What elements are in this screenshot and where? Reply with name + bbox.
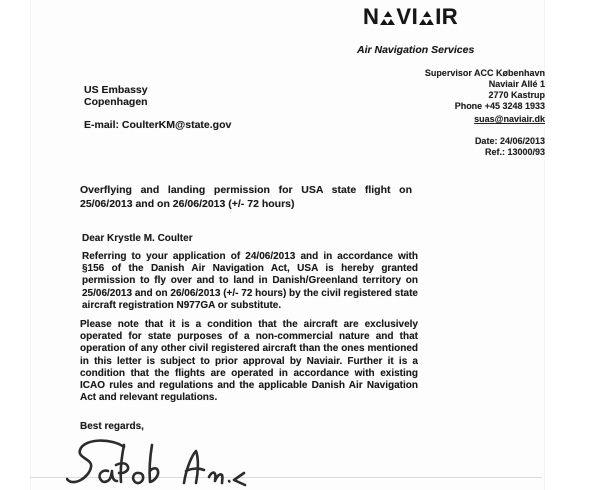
contact-line-department: Supervisor ACC København: [424, 68, 545, 78]
sender-contact-block: [425, 68, 545, 158]
recipient-block: [84, 84, 231, 131]
logo-text-ir: IR: [435, 4, 459, 29]
triangle-a-icon: [380, 11, 395, 25]
recipient-email: E-mail: CoulterKM@state.gov: [84, 119, 232, 131]
logo-text-vi: VI: [396, 4, 419, 29]
letter-ref: Ref.: 13000/93: [484, 147, 545, 157]
contact-line-city: 2770 Kastrup: [488, 90, 545, 100]
contact-line-street: Naviair Allé 1: [488, 79, 545, 89]
contact-line-phone: Phone +45 3248 1933: [454, 101, 545, 111]
salutation: Dear Krystle M. Coulter: [82, 233, 193, 244]
letter-date: Date: 24/06/2013: [474, 136, 545, 146]
handwritten-signature-icon: [66, 436, 281, 490]
triangle-a-icon: [419, 11, 434, 25]
logo-tagline: Air Navigation Services: [357, 44, 475, 56]
recipient-line2: Copenhagen: [84, 96, 148, 108]
logo-text-n: N: [363, 4, 380, 29]
recipient-line1: US Embassy: [84, 84, 148, 96]
subject-line: Overflying and landing permission for USA state flight on 25/06/2013 and on 26/06/2013 (+/- 72 hours): [80, 184, 412, 210]
body-paragraph-2: Please note that it is a condition that the aircraft are exclusively operated for state purposes of a non-commercial nature and that operation of any other civil registered aircraft than the ones mentioned in this letter is subject to prior approval by Naviair. Further it is a condition that the flights are operated in accordance with existing ICAO rules and regulations and the applicable Danish Air Navigation Act and relevant regulations.: [80, 319, 418, 404]
naviair-logo: [363, 4, 459, 29]
sender-email: suas@naviair.dk: [474, 114, 545, 124]
closing-line: Best regards,: [80, 421, 144, 432]
body-paragraph-1: Referring to your application of 24/06/2013 and in accordance with §156 of the Danish Air Navigation Act, USA is hereby granted permission to fly over and to land in Danish/Greenland territory on 25/06/2013 and on 26/06/2013 (+/- 72 hours) by the civil registered state aircraft registration N977GA or substitute.: [82, 251, 418, 311]
